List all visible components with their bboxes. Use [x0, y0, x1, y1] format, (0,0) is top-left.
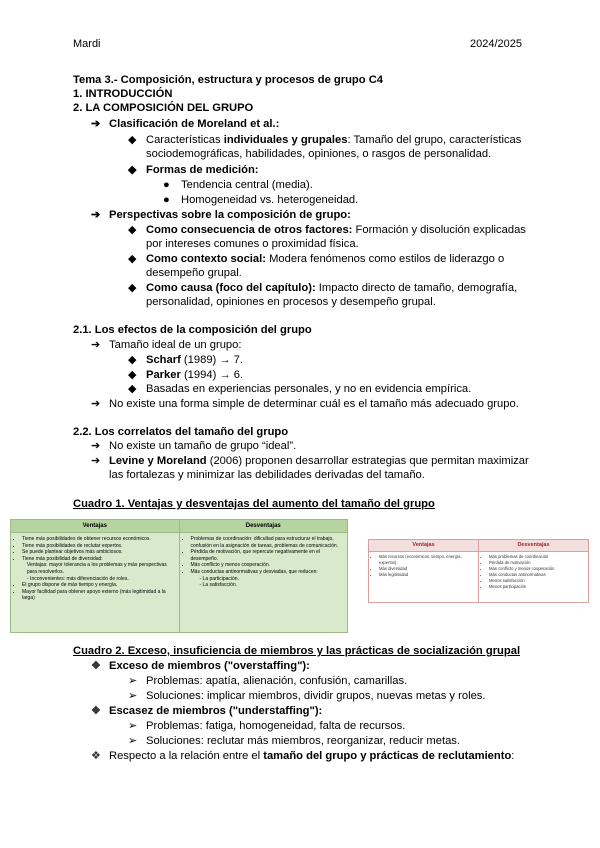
- arrow-icon: ➔: [91, 118, 101, 130]
- header-left: Mardi: [73, 38, 101, 50]
- desventaja-item: • Más conductas antinormativas y desviadas, que reducen:: [191, 569, 344, 576]
- exceso-problemas: ➢ Problemas: apatía, alienación, confusión, camarillas.: [128, 675, 408, 687]
- cuadro1-title: Cuadro 1. Ventajas y desventajas del aumento del tamaño del grupo: [73, 498, 435, 510]
- ventaja-item: • Tiene más posibilidades de obtener recursos económicos.: [22, 536, 175, 543]
- desventaja2-item: • Pérdida de motivación: [489, 560, 585, 566]
- arrow-icon: ➔: [91, 339, 101, 351]
- diversidad-sub-1: Ventajas: mayor tolerancia a los problemas y más perspectivas para resolverlos.: [27, 562, 167, 575]
- arrow-icon: ➔: [91, 209, 101, 221]
- cuadro2-escasez: ❖ Escasez de miembros ("understaffing"):: [91, 705, 323, 717]
- quad-diamond-bullet-icon: ❖: [91, 660, 102, 672]
- s21-scharf: ◆ Scharf (1989) → 7.: [128, 354, 244, 366]
- arrowhead-icon: ➢: [128, 720, 138, 732]
- s21-basadas: ◆ Basadas en experiencias personales, y no en evidencia empírica.: [128, 383, 472, 395]
- quad-diamond-bullet-icon: ❖: [91, 705, 102, 717]
- ventaja-item: • Se puede plantear objetivos más ambiciosos.: [22, 549, 175, 556]
- cuadro1-table-red: [368, 539, 589, 603]
- ventaja2-item: • Más diversidad: [379, 566, 475, 572]
- col-ventajas: Ventajas: [11, 520, 180, 533]
- clasif-caract-line2: sociodemográficas, habilidades, opiniones, o rasgos de personalidad.: [146, 148, 492, 160]
- desventaja2-item: • Más conductas antinormativas: [489, 572, 585, 578]
- escasez-problemas: ➢ Problemas: fatiga, homogeneidad, falta de recursos.: [128, 720, 406, 732]
- section-2-1: 2.1. Los efectos de la composición del grupo: [73, 324, 312, 336]
- formas-item-2: ● Homogeneidad vs. heterogeneidad.: [163, 194, 359, 206]
- ventaja2-item: • Más recursos (económicos, tiempo, energía, expertos).: [379, 554, 475, 566]
- persp-item-1-line2: por intereses comunes o proximidad física.: [146, 238, 359, 250]
- diamond-bullet-icon: ◆: [128, 383, 137, 395]
- diversidad-sub-2: - Inconvenientes: más diferenciación de roles.: [27, 575, 129, 582]
- exceso-soluciones: ➢ Soluciones: implicar miembros, dividir grupos, nuevas metas y roles.: [128, 690, 486, 702]
- persp-item-2: ◆ Como contexto social: Modera fenómenos como estilos de liderazgo o: [128, 253, 505, 265]
- desventaja2-item: • Más problemas de coordinación: [489, 554, 585, 560]
- cuadro2-exceso: ❖ Exceso de miembros ("overstaffing"):: [91, 660, 310, 672]
- desventajas-cell: [179, 533, 348, 633]
- s22-item-2-line2: las fortalezas y minimizar las debilidades derivadas del tamaño.: [109, 469, 425, 481]
- desventaja2-item: • Más conflicto y menos cooperación: [489, 566, 585, 572]
- persp-heading: ➔ Perspectivas sobre la composición de grupo:: [91, 209, 351, 221]
- s21-parker: ◆ Parker (1994) → 6.: [128, 369, 244, 381]
- quad-diamond-bullet-icon: ❖: [91, 750, 102, 762]
- s21-ideal: ➔ Tamaño ideal de un grupo:: [91, 339, 242, 351]
- clasif-formas: ◆ Formas de medición:: [128, 164, 259, 176]
- desventaja-item: • Más conflicto y menos cooperación.: [191, 562, 344, 569]
- reduce-item-2: - La satisfacción.: [199, 582, 238, 589]
- arrowhead-icon: ➢: [128, 690, 138, 702]
- persp-item-3-line2: personalidad, opiniones en procesos y desempeño grupal.: [146, 296, 436, 308]
- ventajas2-cell: [369, 552, 479, 603]
- clasif-caract: ◆ Características individuales y grupales: Tamaño del grupo, características: [128, 134, 522, 146]
- reduce-item-1: - La participación.: [199, 575, 239, 582]
- diamond-bullet-icon: ◆: [128, 369, 137, 381]
- dot-bullet-icon: ●: [163, 194, 170, 206]
- desventaja2-item: • Menos participación: [489, 584, 585, 590]
- arrow-icon: ➔: [91, 455, 101, 467]
- desventajas2-cell: [479, 552, 589, 603]
- page-title: Tema 3.- Composición, estructura y procesos de grupo C4: [73, 74, 384, 86]
- clasif-heading: ➔ Clasificación de Moreland et al.:: [91, 118, 280, 130]
- col-desventajas: Desventajas: [179, 520, 348, 533]
- ventaja-item: • Mayor facilidad para obtener apoyo externo (más legitimidad a la larga): [22, 589, 175, 602]
- formas-item-1: ● Tendencia central (media).: [163, 179, 313, 191]
- diamond-bullet-icon: ◆: [128, 164, 137, 176]
- diamond-bullet-icon: ◆: [128, 354, 137, 366]
- ventajas-cell: [11, 533, 180, 633]
- arrowhead-icon: ➢: [128, 735, 138, 747]
- persp-item-2-line2: desempeño grupal.: [146, 267, 242, 279]
- s22-item-1: ➔ No existe un tamaño de grupo “ideal”.: [91, 440, 297, 452]
- ventaja-item: • Tiene más posibilidad de diversidad:: [22, 556, 175, 563]
- persp-item-3: ◆ Como causa (foco del capítulo): Impacto directo de tamaño, demografía,: [128, 282, 518, 294]
- cuadro1-table-green: [10, 519, 348, 633]
- header-right: 2024/2025: [470, 38, 522, 50]
- ventaja-item: • Tiene más posibilidades de reclutar expertos.: [22, 543, 175, 550]
- s21-noexiste: ➔ No existe una forma simple de determinar cuál es el tamaño más adecuado grupo.: [91, 398, 519, 410]
- ventaja-item: • El grupo dispone de más tiempo y energía.: [22, 582, 175, 589]
- ventaja2-item: • Más legitimidad: [379, 572, 475, 578]
- cuadro2-respecto: ❖ Respecto a la relación entre el tamaño del grupo y prácticas de reclutamiento:: [91, 750, 515, 762]
- diamond-bullet-icon: ◆: [128, 253, 137, 265]
- diamond-bullet-icon: ◆: [128, 224, 137, 236]
- section-1: 1. INTRODUCCIÓN: [73, 88, 173, 100]
- arrowhead-icon: ➢: [128, 675, 138, 687]
- section-2: 2. LA COMPOSICIÓN DEL GRUPO: [73, 102, 254, 114]
- col-ventajas-2: Ventajas: [369, 540, 479, 552]
- col-desventajas-2: Desventajas: [479, 540, 589, 552]
- cuadro2-title: Cuadro 2. Exceso, insuficiencia de miembros y las prácticas de socialización grupal: [73, 645, 521, 657]
- dot-bullet-icon: ●: [163, 179, 170, 191]
- desventaja2-item: • Menos satisfacción: [489, 578, 585, 584]
- s22-item-2: ➔ Levine y Moreland (2006) proponen desarrollar estrategias que permitan maximizar: [91, 455, 529, 467]
- arrow-icon: ➔: [91, 398, 101, 410]
- section-2-2: 2.2. Los correlatos del tamaño del grupo: [73, 426, 289, 438]
- desventaja-item: • Pérdida de motivación, que repercute negativamente en el desempeño.: [191, 549, 344, 562]
- desventaja-item: • Problemas de coordinación: dificultad para estructurar el trabajo, confusión en la asignación de tareas, problemas de comunicación.: [191, 536, 344, 549]
- diamond-bullet-icon: ◆: [128, 134, 137, 146]
- diamond-bullet-icon: ◆: [128, 282, 137, 294]
- arrow-icon: ➔: [91, 440, 101, 452]
- persp-item-1: ◆ Como consecuencia de otros factores: Formación y disolución explicadas: [128, 224, 526, 236]
- escasez-soluciones: ➢ Soluciones: reclutar más miembros, reorganizar, reducir metas.: [128, 735, 460, 747]
